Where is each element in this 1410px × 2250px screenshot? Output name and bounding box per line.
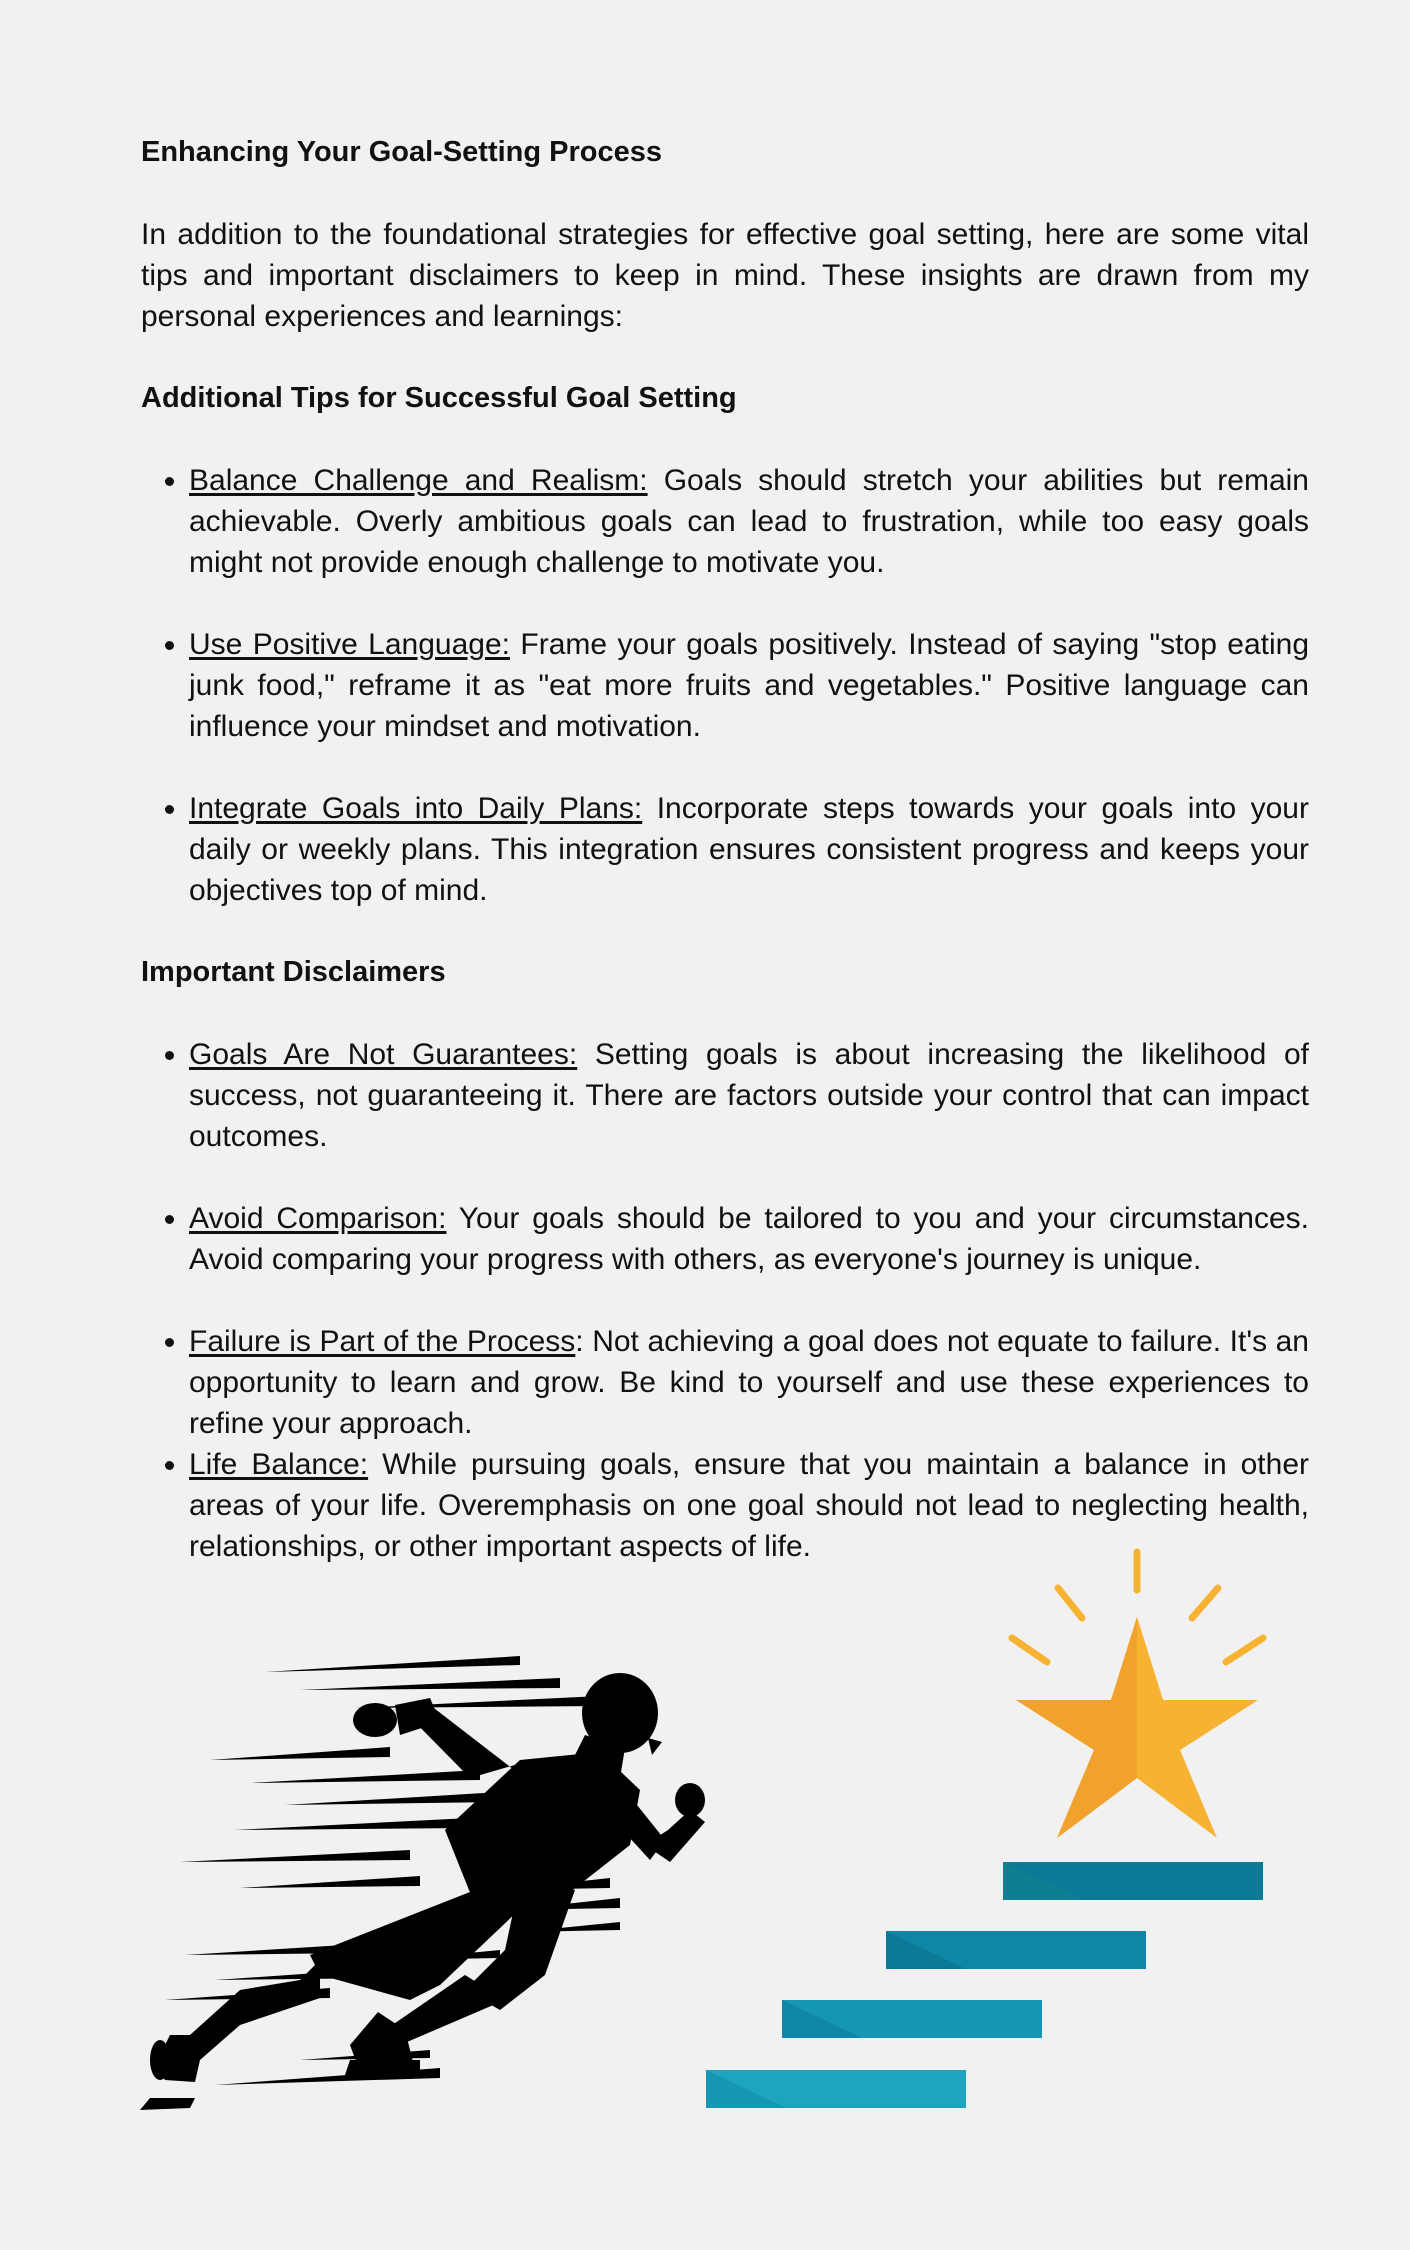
disclaimers-heading: Important Disclaimers: [141, 956, 446, 988]
star-icon: [1012, 1552, 1263, 1838]
runner-silhouette-icon: [140, 1656, 705, 2110]
item-label: Integrate Goals into Daily Plans:: [189, 792, 643, 825]
item-label: Avoid Comparison:: [189, 1202, 447, 1235]
stairs-icon: [706, 1862, 1263, 2108]
item-label: Life Balance:: [189, 1448, 369, 1481]
item-text: While pursuing goals, ensure that you maintain a balance in other areas of your life. Overemphasis on one goal should not lead to neglecting health, relationships, or other important aspects of life.: [189, 1448, 1309, 1563]
item-text: Frame your goals positively. Instead of saying "stop eating junk food," reframe it as "eat more fruits and vegetables." Positive language can influence your mindset and motivation.: [189, 628, 1310, 743]
item-label: Goals Are Not Guarantees:: [189, 1038, 578, 1071]
intro-paragraph: In addition to the foundational strategies for effective goal setting, here are some vital tips and important disclaimers to keep in mind. These insights are drawn from my personal experiences and learnings:: [141, 218, 1309, 333]
item-text: : Not achieving a goal does not equate to failure. It's an opportunity to learn and grow. Be kind to yourself and use these experiences to refine your approach.: [189, 1325, 1309, 1440]
item-label: Failure is Part of the Process: [189, 1325, 576, 1358]
item-text: Your goals should be tailored to you and your circumstances. Avoid comparing your progress with others, as everyone's journey is unique.: [189, 1202, 1309, 1276]
item-text: Setting goals is about increasing the likelihood of success, not guaranteeing it. There are factors outside your control that can impact outcomes.: [189, 1038, 1309, 1153]
item-label: Balance Challenge and Realism:: [189, 464, 648, 497]
item-text: Goals should stretch your abilities but remain achievable. Overly ambitious goals can lead to frustration, while too easy goals might not provide enough challenge to motivate you.: [189, 464, 1309, 579]
tips-heading: Additional Tips for Successful Goal Setting: [141, 382, 737, 414]
item-label: Use Positive Language:: [189, 628, 510, 661]
page-title: Enhancing Your Goal-Setting Process: [141, 136, 663, 168]
item-text: Incorporate steps towards your goals into your daily or weekly plans. This integration ensures consistent progress and keeps your objectives top of mind.: [189, 792, 1309, 907]
